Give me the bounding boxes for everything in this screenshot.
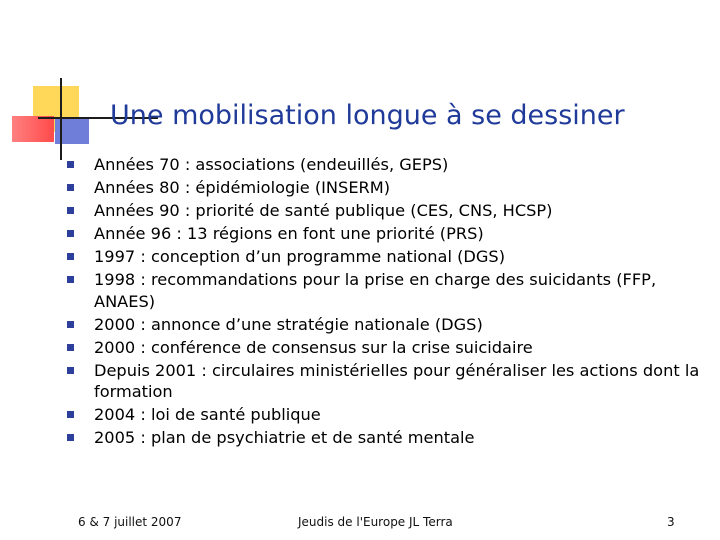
bullet-text: 2004 : loi de santé publique <box>94 405 321 424</box>
logo-vertical-line <box>60 78 62 160</box>
square-bullet-icon <box>67 321 74 328</box>
square-bullet-icon <box>67 253 74 260</box>
square-bullet-icon <box>67 276 74 283</box>
bullet-text: Année 96 : 13 régions en font une priorité (PRS) <box>94 224 484 243</box>
square-bullet-icon <box>67 367 74 374</box>
bullet-item <box>0 314 714 336</box>
square-bullet-icon <box>67 207 74 214</box>
bullet-text: 1997 : conception d’un programme national (DGS) <box>94 247 506 266</box>
bullet-item <box>0 404 714 426</box>
bullet-item <box>0 360 714 403</box>
bullet-text: 1998 : recommandations pour la prise en charge des suicidants (FFP, ANAES) <box>94 270 657 311</box>
bullet-text: Années 80 : épidémiologie (INSERM) <box>94 178 391 197</box>
bullet-text: 2005 : plan de psychiatrie et de santé mentale <box>94 428 475 447</box>
square-bullet-icon <box>67 434 74 441</box>
bullet-item <box>0 427 714 449</box>
bullet-text: Années 90 : priorité de santé publique (CES, CNS, HCSP) <box>94 201 553 220</box>
square-bullet-icon <box>67 184 74 191</box>
bullet-item <box>0 269 714 312</box>
logo-red-block <box>12 116 54 142</box>
footer-presenter: Jeudis de l'Europe JL Terra <box>298 515 453 529</box>
bullet-item <box>0 154 714 176</box>
bullet-item <box>0 246 714 268</box>
bullet-item <box>0 337 714 359</box>
bullet-text: 2000 : conférence de consensus sur la crise suicidaire <box>94 337 533 357</box>
bullet-list <box>0 154 720 450</box>
bullet-text: Années 70 : associations (endeuillés, GEPS) <box>94 155 449 174</box>
slide-title: Une mobilisation longue à se dessiner <box>110 100 625 131</box>
footer-date: 6 & 7 juillet 2007 <box>78 515 182 529</box>
bullet-text: 2000 : annonce d’une stratégie nationale (DGS) <box>94 314 483 334</box>
bullet-text: Depuis 2001 : circulaires ministérielles pour généraliser les actions dont la formation <box>94 360 700 401</box>
square-bullet-icon <box>67 344 74 351</box>
bullet-item <box>0 223 714 245</box>
square-bullet-icon <box>67 230 74 237</box>
slide-number: 3 <box>667 515 675 529</box>
square-bullet-icon <box>67 411 74 418</box>
square-bullet-icon <box>67 161 74 168</box>
bullet-item <box>0 177 714 199</box>
bullet-item <box>0 200 714 222</box>
